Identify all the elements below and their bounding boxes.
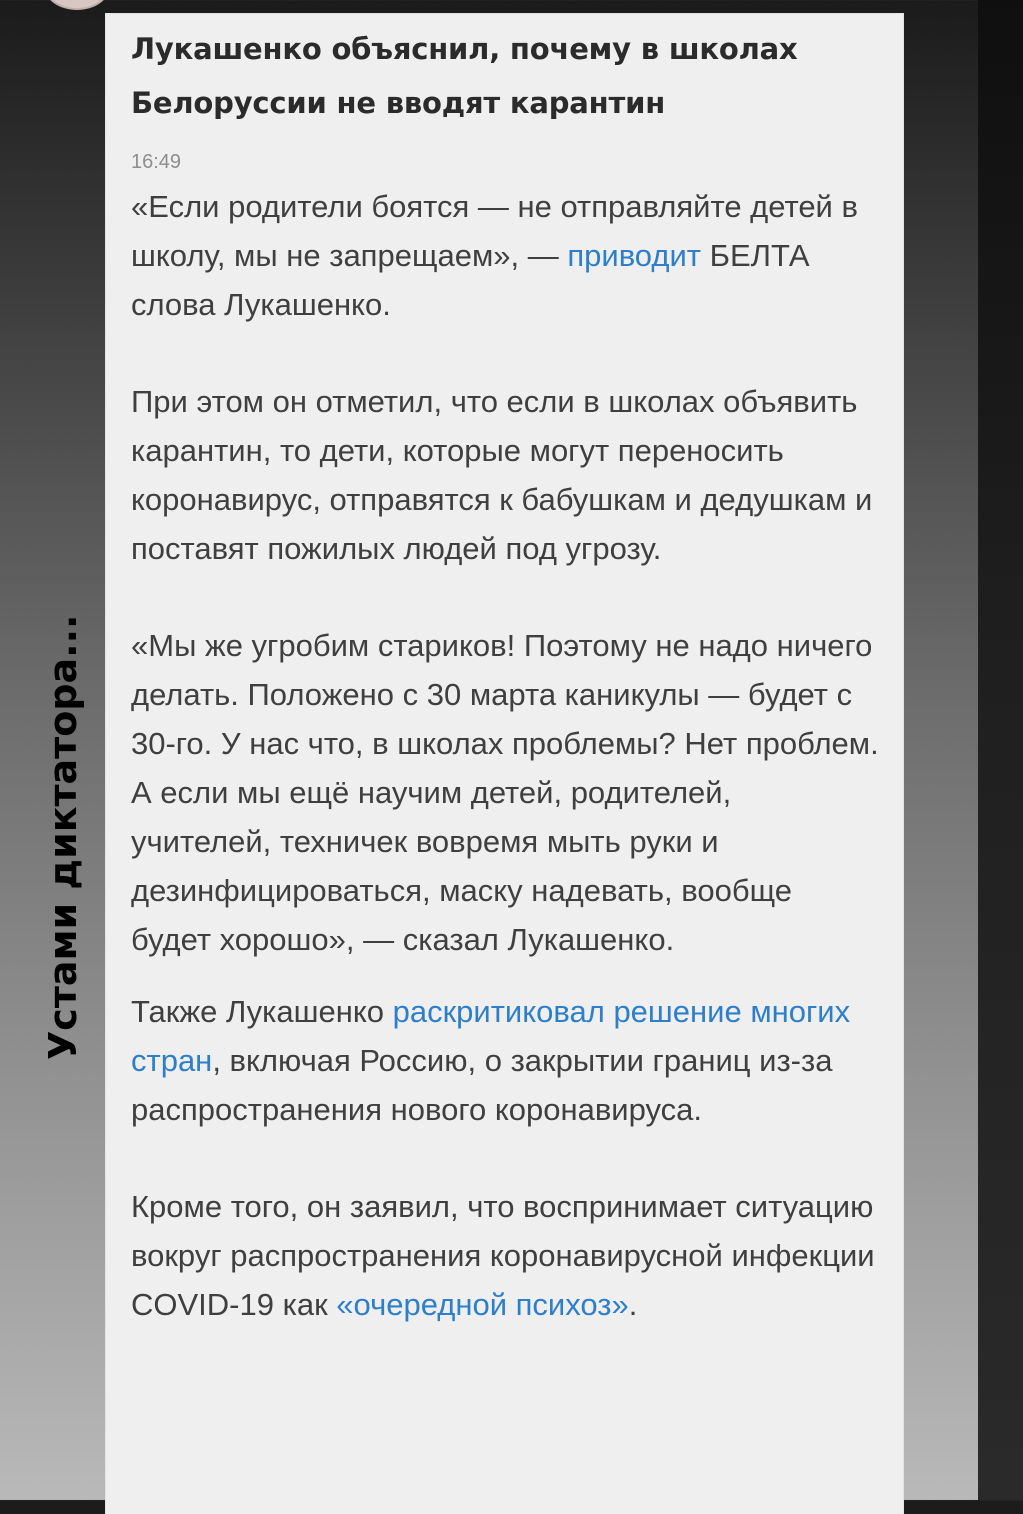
paragraph-5-text-a: Кроме того, он заявил, что воспринимает ситуацию вокруг распространения коронавирусной инфекции COVID-19 как	[131, 1189, 875, 1322]
paragraph-gap	[131, 329, 879, 377]
paragraph-gap	[131, 573, 879, 621]
paragraph-1-text-a: «Если родители боятся — не отправляйте детей в школу, мы не запрещаем», —	[131, 189, 858, 273]
paragraph-1	[131, 182, 879, 329]
criticism-link[interactable]: раскритиковал решение многих стран	[131, 994, 851, 1078]
paragraph-5-text-b: .	[628, 1287, 638, 1322]
paragraph-4	[131, 987, 879, 1134]
right-edge-strip	[978, 0, 1023, 1500]
belta-link[interactable]: приводит	[567, 238, 701, 273]
paragraph-gap	[131, 964, 879, 987]
avatar	[44, 0, 110, 10]
paragraph-4-text-a: Также Лукашенко	[131, 994, 393, 1029]
paragraph-2: При этом он отметил, что если в школах объявить карантин, то дети, которые могут переносить коронавирус, отправятся к бабушкам и дедушкам и поставят пожилых людей под угрозу.	[131, 384, 873, 566]
article-title: Лукашенко объяснил, почему в школах Белоруссии не вводят карантин	[131, 32, 798, 120]
story-caption: Устами диктатора...	[41, 614, 85, 1060]
article-time: 16:49	[131, 151, 182, 173]
paragraph-4-text-b: , включая Россию, о закрытии границ из-за распространения нового коронавируса.	[131, 1043, 833, 1127]
paragraph-5	[131, 1182, 879, 1329]
paragraph-gap	[131, 1134, 879, 1182]
psychosis-link[interactable]: «очередной психоз»	[336, 1287, 629, 1322]
paragraph-1-text-b: БЕЛТА слова Лукашенко.	[131, 238, 810, 322]
paragraph-3: «Мы же угробим стариков! Поэтому не надо ничего делать. Положено с 30 марта каникулы — будет с 30-го. У нас что, в школах проблемы? Нет проблем. А если мы ещё научим детей, родителей, учителей, техничек вовремя мыть руки и дезинфицироваться, маску надевать, вообще будет хорошо», — сказал Лукашенко.	[131, 628, 879, 957]
article-card	[106, 14, 903, 1514]
